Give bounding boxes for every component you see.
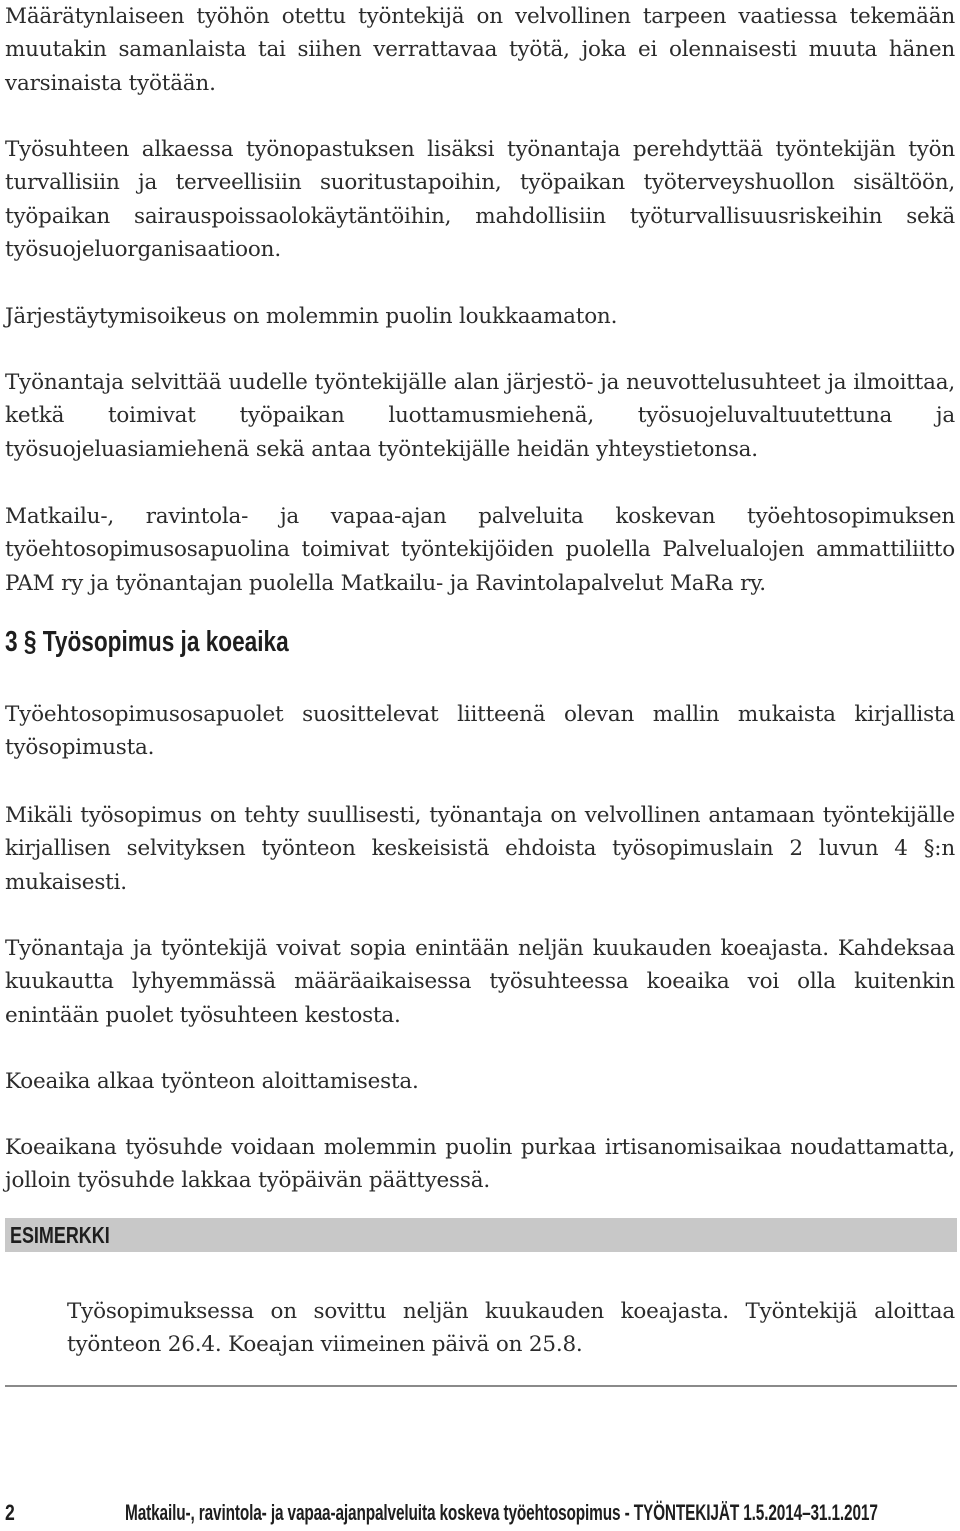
paragraph-orientation: Työsuhteen alkaessa työnopastuksen lisäksi työnantaja perehdyttää työntekijän työn turvallisiin ja terveellisiin suoritustapoihin, työpaikan työterveyshuollon sisältöön, työpaikan sairauspoissaolokäytäntöihin, mahdollisiin työturvallisuusriskeihin sekä työsuojeluorganisaatioon. [5,137,955,262]
section-heading: 3 § Työsopimus ja koeaika [5,626,289,658]
example-text: Työsopimuksessa on sovittu neljän kuukauden koeajasta. Työntekijä aloittaa työnteon 26.4. Koeajan viimeinen päivä on 25.8. [67,1299,955,1358]
page-footer [5,1498,955,1528]
paragraph-agreement-parties: Matkailu-, ravintola- ja vapaa-ajan palveluita koskevan työehtosopimuksen työehtosopimusosapuolina toimivat työntekijöiden puolella Palvelualojen ammattiliitto PAM ry ja työnantajan puolella Matkailu- ja Ravintolapalvelut MaRa ry. [5,504,955,596]
paragraph-trial-period-length: Työnantaja ja työntekijä voivat sopia enintään neljän kuukauden koeajasta. Kahdeksaa kuukautta lyhyemmässä määräaikaisessa työsuhteessa koeaika voi olla kuitenkin enintään puolet työsuhteen kestosta. [5,936,955,1028]
paragraph-trial-period-termination: Koeaikana työsuhde voidaan molemmin puolin purkaa irtisanomisaikaa noudattamatta, jolloin työsuhde lakkaa työpäivän päättyessä. [5,1135,955,1194]
paragraph-work-duties: Määrätynlaiseen työhön otettu työntekijä on velvollinen tarpeen vaatiessa tekemään muutakin samanlaista tai siihen verrattavaa työtä, joka ei olennaisesti muuta hänen varsinaista työtään. [5,4,955,96]
example-label: ESIMERKKI [10,1222,110,1248]
paragraph-freedom-of-association: Järjestäytymisoikeus on molemmin puolin loukkaamaton. [5,304,618,329]
paragraph-employer-informs: Työnantaja selvittää uudelle työntekijälle alan järjestö- ja neuvottelusuhteet ja ilmoittaa, ketkä toimivat työpaikan luottamusmiehenä, työsuojeluvaltuutettuna ja työsuojeluasiamiehenä sekä antaa työntekijälle heidän yhteystietonsa. [5,370,955,462]
paragraph-trial-period-start: Koeaika alkaa työnteon aloittamisesta. [5,1069,419,1094]
running-title: Matkailu-, ravintola- ja vapaa-ajanpalveluita koskeva työehtosopimus - TYÖNTEKIJÄT 1.5.2014–31.1.2017 [125,1500,878,1525]
example-divider [5,1385,957,1387]
page-number: 2 [5,1500,15,1525]
example-header-band [5,1218,957,1252]
paragraph-written-contract: Työehtosopimusosapuolet suosittelevat liitteenä olevan mallin mukaista kirjallista työsopimusta. [5,702,955,761]
paragraph-oral-contract: Mikäli työsopimus on tehty suullisesti, työnantaja on velvollinen antamaan työntekijälle kirjallisen selvityksen työnteon keskeisistä ehdoista työsopimuslain 2 luvun 4 §:n mukaisesti. [5,803,955,895]
